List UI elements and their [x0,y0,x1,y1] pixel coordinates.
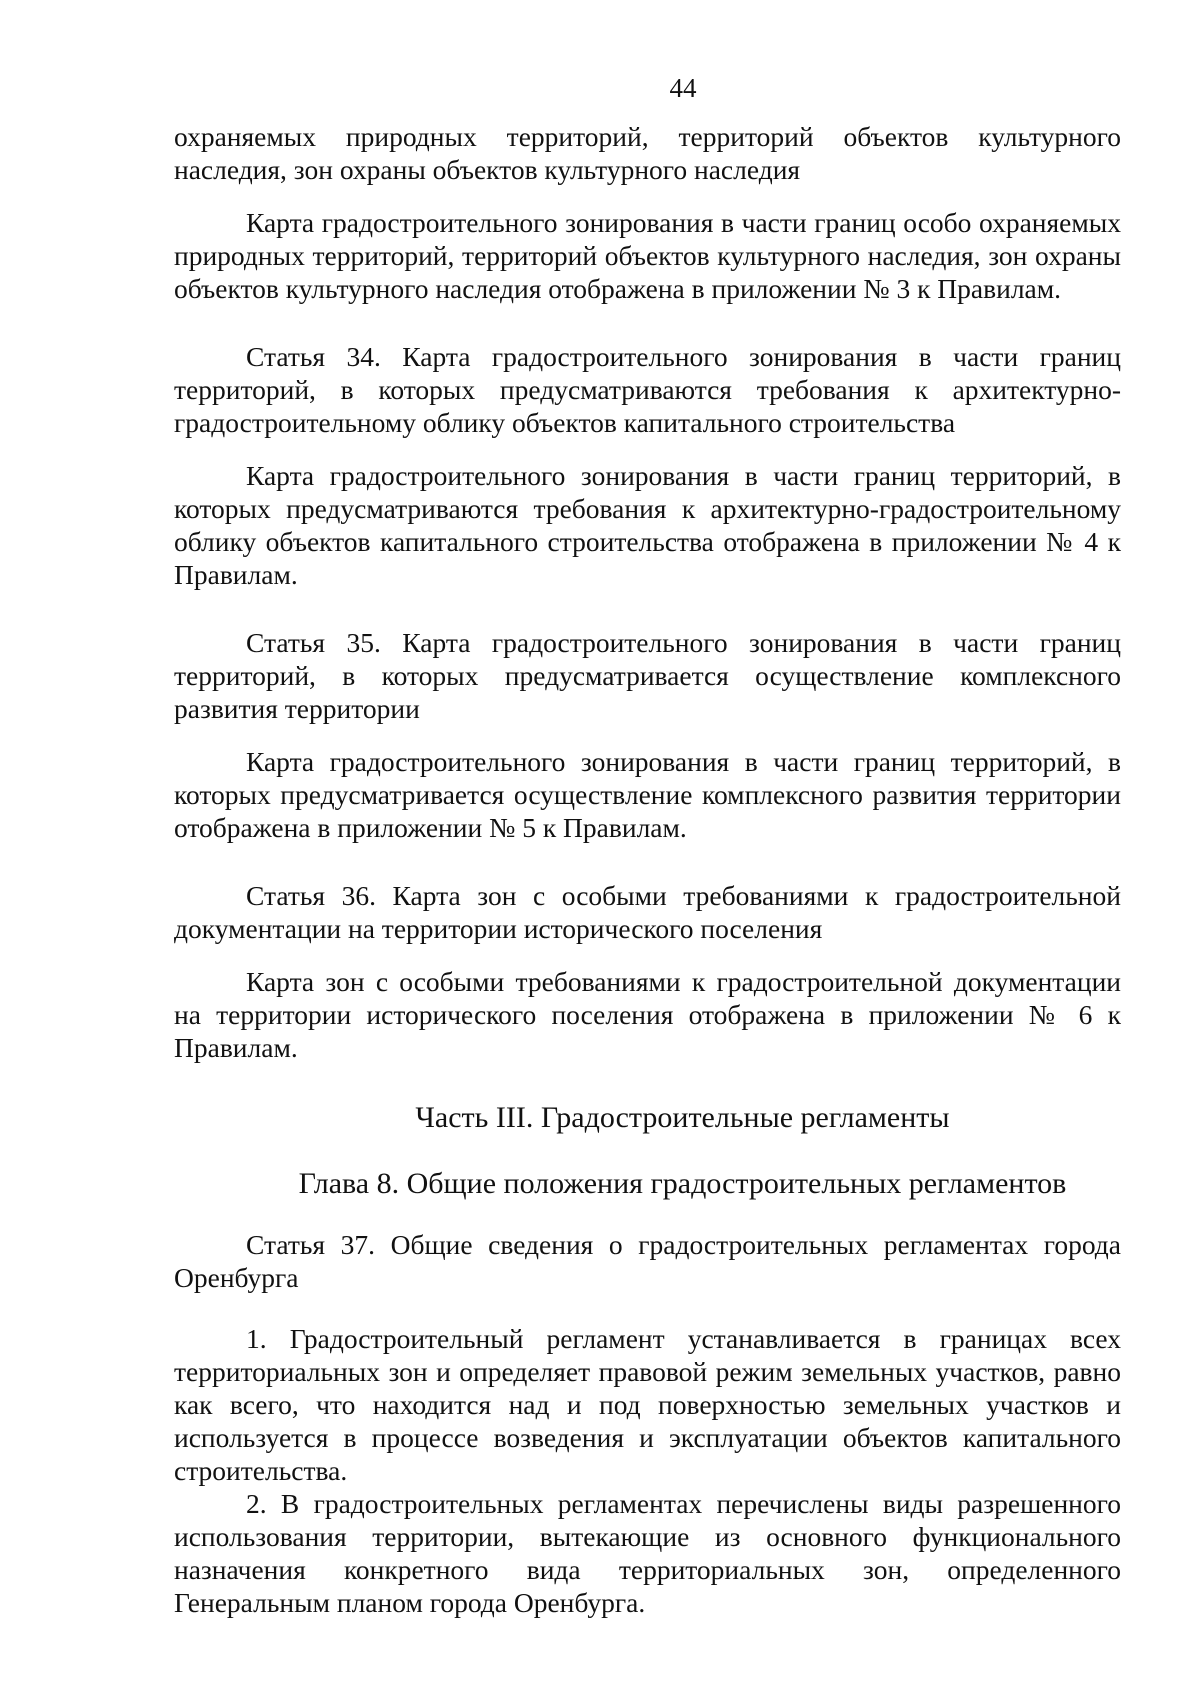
chapter-8-heading: Глава 8. Общие положения градостроительных регламентов [298,1167,1067,1200]
page-number: 44 [669,73,697,103]
article-37-item-1: 1. Градостроительный регламент устанавливается в границах всех территориальных зон и определяет правовой режим земельных участков, равно как всего, что находится над и под поверхностью земельных участков и используется в процессе возведения и эксплуатации объектов капитального строительства. [174,1323,1121,1486]
article-37-title: Статья 37. Общие сведения о градостроительных регламентах города Оренбурга [174,1229,1121,1293]
article-36-title: Статья 36. Карта зон с особыми требованиями к градостроительной документации на территории исторического поселения [174,880,1121,944]
part-3-heading: Часть III. Градостроительные регламенты [415,1101,950,1134]
article-36-text: Карта зон с особыми требованиями к градостроительной документации на территории исторического поселения отображена в приложении № 6 к Правилам. [174,966,1121,1063]
article-34-title: Статья 34. Карта градостроительного зонирования в части границ территорий, в которых предусматриваются требования к архитектурно-градостроительному облику объектов капитального строительства [174,341,1121,438]
article-35-title: Статья 35. Карта градостроительного зонирования в части границ территорий, в которых предусматривается осуществление комплексного развития территории [174,627,1121,724]
paragraph-continuation: охраняемых природных территорий, территорий объектов культурного наследия, зон охраны объектов культурного наследия [174,121,1121,185]
article-37-item-2: 2. В градостроительных регламентах перечислены виды разрешенного использования территории, вытекающие из основного функционального назначения конкретного вида территориальных зон, определенного Генеральным планом города Оренбурга. [174,1488,1121,1618]
article-35-text: Карта градостроительного зонирования в части границ территорий, в которых предусматривается осуществление комплексного развития территории отображена в приложении № 5 к Правилам. [174,746,1121,843]
document-body [174,120,1121,1619]
article-34-text: Карта градостроительного зонирования в части границ территорий, в которых предусматриваются требования к архитектурно-градостроительному облику объектов капитального строительства отображена в приложении № 4 к Правилам. [174,460,1121,590]
paragraph-map-appendix-3: Карта градостроительного зонирования в части границ особо охраняемых природных территорий, территорий объектов культурного наследия, зон охраны объектов культурного наследия отображена в приложении № 3 к Правилам. [174,207,1121,304]
